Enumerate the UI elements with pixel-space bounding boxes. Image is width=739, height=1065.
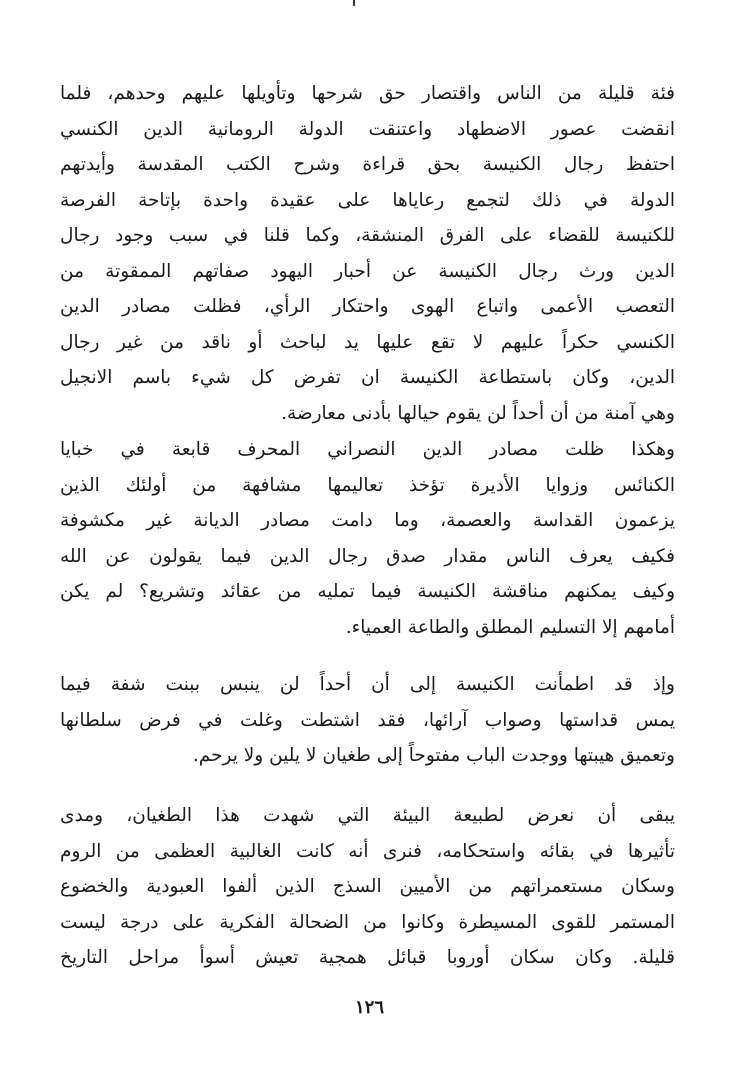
text-line: للكنيسة للقضاء على الفرق المنشقة، وكما قلنا في سبب وجود رجال [60,225,675,246]
text-line: وإذ قد اطمأنت الكنيسة إلى أن أحداً لن ينبس ببنت شفة فيما [60,674,675,695]
text-line: الدولة في ذلك لتجمع رعاياها على عقيدة واحدة بإتاحة الفرصة [60,189,675,211]
text-line: يمس قداستها وصواب آرائها، فقد اشتطت وغلت في فرض سلطانها [60,709,675,731]
text-line: قليلة. وكان سكان أوروبا قبائل همجية تعيش أسوأ مراحل التاريخ [60,947,675,968]
text-line: تأثيرها في بقائه واستحكامه، فنرى أنه كانت الغالبية العظمى من الروم [60,840,675,862]
page-number: ١٢٦ [354,997,384,1018]
text-line: الدين، وكان باستطاعة الكنيسة ان تفرض كل شيء باسم الانجيل [60,367,675,388]
text-line: الكنسي حكراً عليهم لا تقع عليها يد لباحث أو ناقد من غير رجال [60,331,675,353]
top-edge-mark [353,0,355,6]
text-line: الدين ورث رجال الكنيسة عن أحبار اليهود صفاتهم الممقوتة من [60,260,675,282]
text-line: وهكذا ظلت مصادر الدين النصراني المحرف قابعة في خبايا [60,439,675,460]
paragraph-2 [60,432,675,645]
text-line: التعصب الأعمى واتباع الهوى واحتكار الرأي، فظلت مصادر الدين [60,296,675,317]
text-line: يزعمون القداسة والعصمة، وما دامت مصادر الديانة غير مكشوفة [60,510,675,531]
text-line: احتفظ رجال الكنيسة بحق قراءة وشرح الكتب المقدسة وأيدتهم [60,154,675,175]
text-line: فئة قليلة من الناس واقتصار حق شرحها وتأويلها عليهم وحدهم، فلما [60,83,675,104]
text-line: وسكان مستعمراتهم من الأميين السذج الذين ألفوا العبودية والخضوع [60,876,675,897]
text-line: انقضت عصور الاضطهاد واعتنقت الدولة الرومانية الدين الكنسي [60,118,675,140]
paragraph-1 [60,76,675,431]
paragraph-3 [60,667,675,774]
text-line: وكيف يمكنهم مناقشة الكنيسة فيما تمليه من عقائد وتشريع؟ لم يكن [60,581,675,602]
text-line: يبقى أن نعرض لطبيعة البيئة التي شهدت هذا الطغيان، ومدى [60,805,675,826]
text-line: الكنائس وزوايا الأديرة تؤخذ تعاليمها مشافهة من أولئك الذين [60,474,675,496]
paragraph-4 [60,798,675,976]
text-line: أمامهم إلا التسليم المطلق والطاعة العمياء. [345,616,675,638]
text-line: وتعميق هيبتها ووجدت الباب مفتوحاً إلى طغيان لا يلين ولا يرحم. [192,745,675,766]
text-line: وهي آمنة من أن أحداً لن يقوم حيالها بأدنى معارضة. [281,402,675,424]
text-line: فكيف يعرف الناس مقدار صدق رجال الدين فيما يقولون عن الله [60,545,675,567]
text-line: المستمر للقوى المسيطرة وكانوا من الضحالة الفكرية على درجة ليست [60,911,675,933]
